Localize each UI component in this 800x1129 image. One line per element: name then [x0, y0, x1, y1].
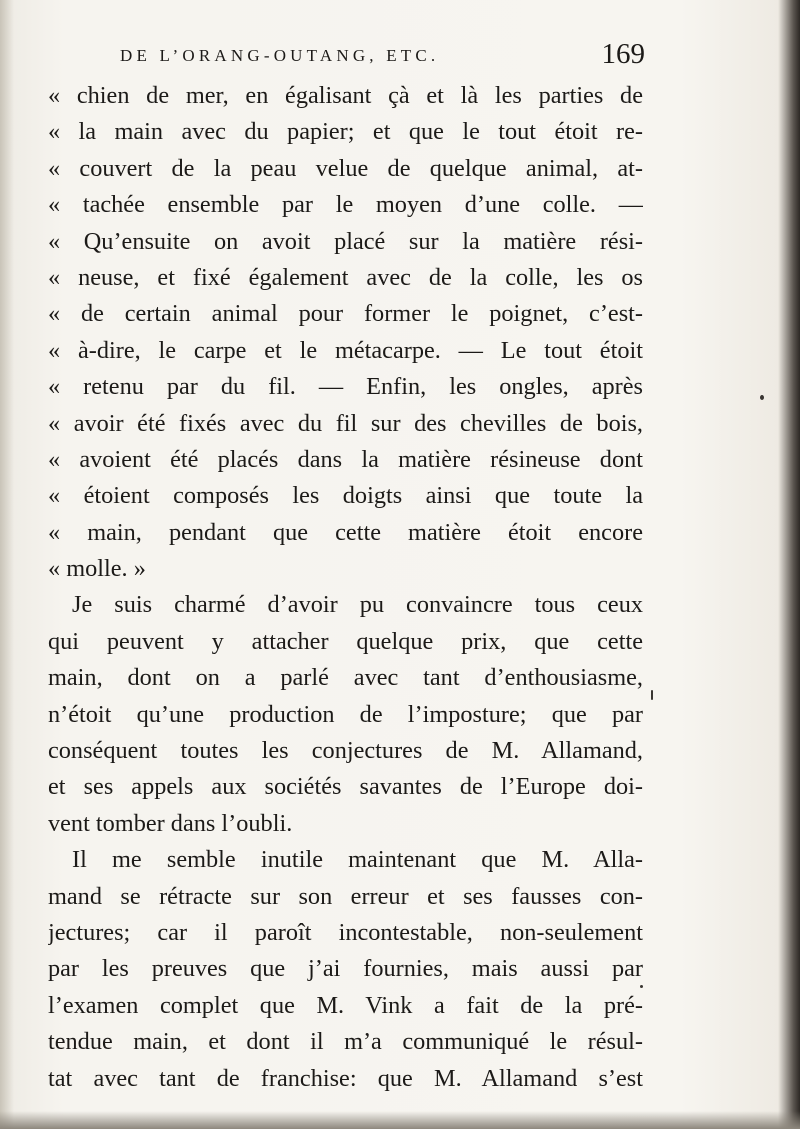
- text-line: « couvert de la peau velue de quelque animal, at-: [48, 154, 643, 182]
- text-line: l’examen complet que M. Vink a fait de la pré-: [48, 991, 643, 1019]
- text-line: conséquent toutes les conjectures de M. Allamand,: [48, 737, 643, 765]
- text-line: « main, pendant que cette matière étoit encore: [48, 518, 643, 546]
- text-line: « tachée ensemble par le moyen d’une colle. —: [48, 191, 643, 219]
- text-line: qui peuvent y attacher quelque prix, que cette: [48, 627, 643, 655]
- text-line: « chien de mer, en égalisant çà et là les parties de: [48, 82, 643, 109]
- text-line: « la main avec du papier; et que le tout étoit re-: [48, 118, 643, 146]
- text-line: « étoient composés les doigts ainsi que toute la: [48, 482, 643, 510]
- running-head: DE L’ORANG-OUTANG, ETC.: [120, 46, 440, 65]
- text-line: main, dont on a parlé avec tant d’enthousiasme,: [48, 664, 643, 692]
- page-header: [120, 38, 645, 78]
- text-line: « molle. »: [48, 555, 146, 583]
- ink-speck: [640, 985, 643, 988]
- text-line: « à-dire, le carpe et le métacarpe. — Le tout étoit: [48, 336, 643, 364]
- text-line: par les preuves que j’ai fournies, mais aussi par: [48, 955, 643, 983]
- text-line: « de certain animal pour former le poignet, c’est-: [48, 300, 643, 328]
- text-line: tendue main, et dont il m’a communiqué le résul-: [48, 1028, 643, 1056]
- text-line: « avoir été fixés avec du fil sur des chevilles de bois,: [48, 409, 643, 437]
- text-line: Je suis charmé d’avoir pu convaincre tous ceux: [72, 591, 643, 619]
- text-line: « retenu par du fil. — Enfin, les ongles, après: [48, 373, 643, 401]
- page-number: 169: [601, 38, 645, 70]
- text-line: mand se rétracte sur son erreur et ses fausses con-: [48, 882, 643, 910]
- ink-speck: [760, 395, 764, 400]
- text-line: « Qu’ensuite on avoit placé sur la matière rési-: [48, 227, 643, 255]
- text-line: « avoient été placés dans la matière résineuse dont: [48, 445, 643, 473]
- ink-speck: [651, 690, 653, 700]
- text-line: et ses appels aux sociétés savantes de l’Europe doi-: [48, 773, 643, 801]
- text-line: Il me semble inutile maintenant que M. Alla-: [72, 846, 643, 874]
- body-text: [48, 78, 643, 1097]
- page-edge-shadow: [778, 0, 800, 1129]
- text-line: vent tomber dans l’oubli.: [48, 809, 293, 837]
- binding-shadow: [0, 0, 14, 1129]
- text-line: « neuse, et fixé également avec de la colle, les os: [48, 263, 643, 291]
- text-line: n’étoit qu’une production de l’imposture; que par: [48, 700, 643, 728]
- bottom-edge-shadow: [0, 1111, 800, 1129]
- text-line: tat avec tant de franchise: que M. Allamand s’est: [48, 1064, 643, 1092]
- text-line: jectures; car il paroît incontestable, non-seulement: [48, 918, 643, 946]
